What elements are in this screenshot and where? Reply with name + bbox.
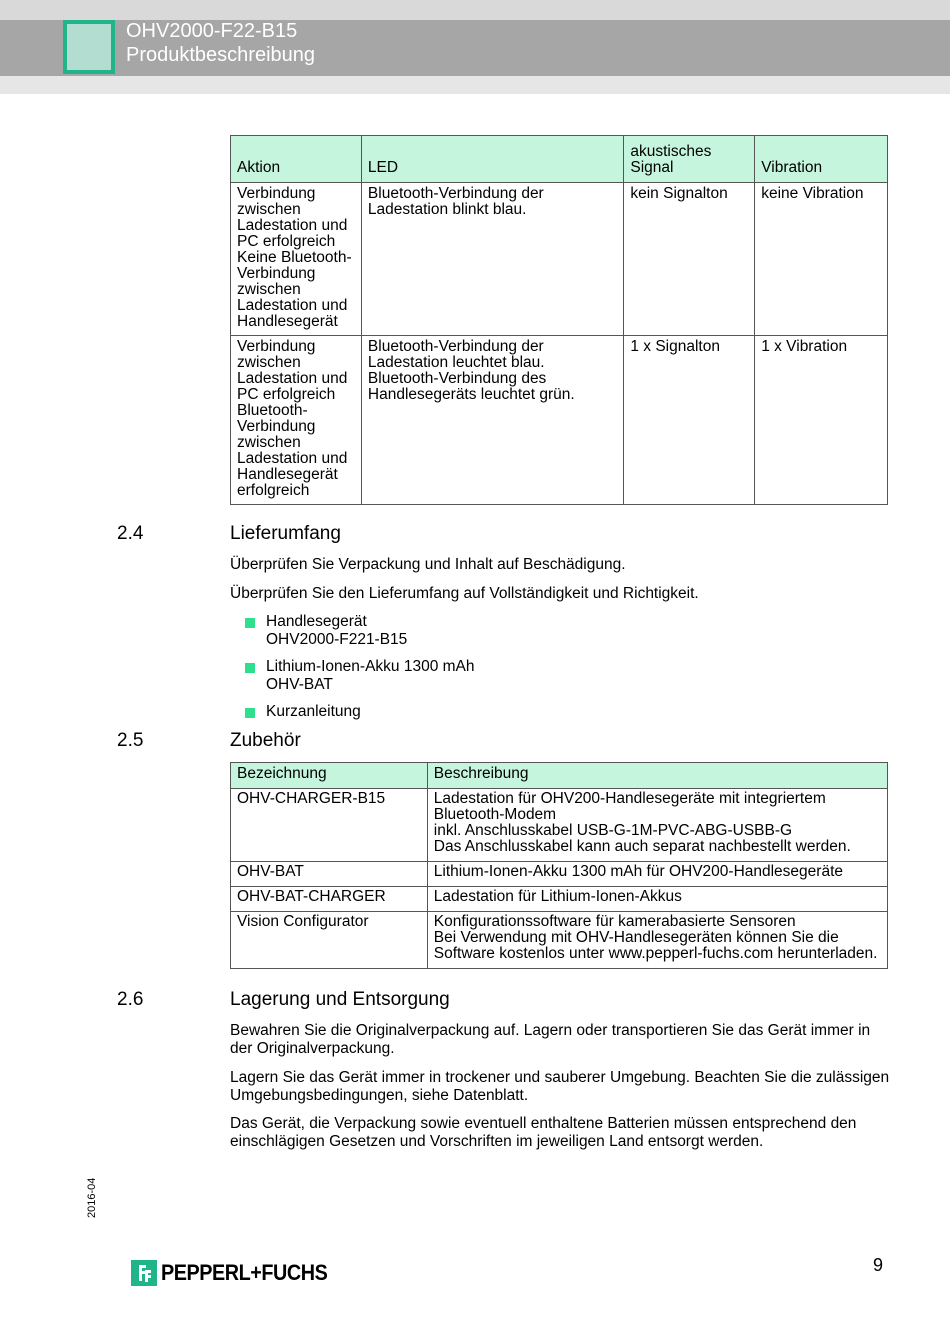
column-header-bezeichnung: Bezeichnung [231, 763, 428, 789]
column-header-vibration: Vibration [755, 136, 888, 183]
column-header-led: LED [361, 136, 623, 183]
cell-description: Ladestation für Lithium-Ionen-Akkus [427, 887, 887, 912]
bullet-icon [245, 663, 255, 673]
header-bottom-strip [0, 76, 950, 94]
column-header-beschreibung: Beschreibung [427, 763, 887, 789]
section-number: 2.4 [117, 523, 144, 544]
cell-name: OHV-BAT-CHARGER [231, 887, 428, 912]
cell-description: Ladestation für OHV200-Handlesegeräte mit integriertem Bluetooth-Modem inkl. Anschlusskabel USB-G-1M-PVC-ABG-USBB-G Das Anschlusskabel kann auch separat nachbestellt werden. [427, 789, 887, 862]
section-title: Lieferumfang [230, 523, 341, 544]
header-square-icon [63, 20, 115, 74]
section-title: Zubehör [230, 730, 301, 751]
bullet-icon [245, 708, 255, 718]
bullet-icon [245, 618, 255, 628]
paragraph: Das Gerät, die Verpackung sowie eventuell enthaltene Batterien müssen entsprechend den einschlägigen Gesetzen und Vorschriften im jeweiligen Land entsorgt werden. [230, 1115, 857, 1150]
page-header [0, 20, 950, 76]
document-subtitle: Produktbeschreibung [126, 44, 316, 66]
cell-signal: kein Signalton [624, 183, 755, 336]
section-number: 2.6 [117, 989, 144, 1010]
table-row [231, 912, 888, 969]
table-header-row [231, 763, 888, 789]
document-title: OHV2000-F22-B15 [126, 20, 298, 42]
table-row [231, 183, 888, 336]
cell-aktion: Verbindung zwischen Ladestation und PC erfolgreich Keine Bluetooth-Verbindung zwischen Ladestation und Handlesegerät [231, 183, 362, 336]
paragraph: Überprüfen Sie Verpackung und Inhalt auf Beschädigung. [230, 556, 626, 573]
cell-signal: 1 x Signalton [624, 336, 755, 505]
cell-name: Vision Configurator [231, 912, 428, 969]
paragraph: Bewahren Sie die Originalverpackung auf. Lagern oder transportieren Sie das Gerät immer in der Originalverpackung. [230, 1022, 871, 1057]
paragraph: Überprüfen Sie den Lieferumfang auf Vollständigkeit und Richtigkeit. [230, 585, 699, 602]
list-item: Kurzanleitung [266, 703, 361, 720]
table-header-row [231, 136, 888, 183]
cell-name: OHV-BAT [231, 862, 428, 887]
column-header-signal: akustisches Signal [624, 136, 755, 183]
signal-table [230, 135, 888, 505]
section-title: Lagerung und Entsorgung [230, 989, 450, 1010]
cell-led: Bluetooth-Verbindung der Ladestation blinkt blau. [361, 183, 623, 336]
cell-description: Konfigurationssoftware für kamerabasierte Sensoren Bei Verwendung mit OHV-Handlesegeräten können Sie die Software kostenlos unter www.pepperl-fuchs.com herunterladen. [427, 912, 887, 969]
top-strip [0, 0, 950, 20]
paragraph: Lagern Sie das Gerät immer in trockener und sauberer Umgebung. Beachten Sie die zulässigen Umgebungsbedingungen, siehe Datenblatt. [230, 1069, 890, 1104]
table-row [231, 887, 888, 912]
table-row [231, 862, 888, 887]
logo-text: PEPPERL+FUCHS [161, 1260, 328, 1285]
section-number: 2.5 [117, 730, 144, 751]
table-row [231, 336, 888, 505]
cell-description: Lithium-Ionen-Akku 1300 mAh für OHV200-Handlesegeräte [427, 862, 887, 887]
cell-aktion: Verbindung zwischen Ladestation und PC erfolgreich Bluetooth-Verbindung zwischen Ladestation und Handlesegerät erfolgreich [231, 336, 362, 505]
date-stamp: 2016-04 [86, 1177, 98, 1218]
list-item: Lithium-Ionen-Akku 1300 mAh OHV-BAT [266, 658, 475, 693]
list-item: Handlesegerät OHV2000-F221-B15 [266, 613, 408, 648]
cell-led: Bluetooth-Verbindung der Ladestation leuchtet blau. Bluetooth-Verbindung des Handlesegeräts leuchtet grün. [361, 336, 623, 505]
table-row [231, 789, 888, 862]
cell-vibration: keine Vibration [755, 183, 888, 336]
page-number: 9 [873, 1255, 884, 1275]
pf-logo-icon [131, 1260, 157, 1286]
cell-vibration: 1 x Vibration [755, 336, 888, 505]
cell-name: OHV-CHARGER-B15 [231, 789, 428, 862]
accessories-table [230, 762, 888, 969]
company-logo [131, 1260, 346, 1286]
column-header-aktion: Aktion [231, 136, 362, 183]
